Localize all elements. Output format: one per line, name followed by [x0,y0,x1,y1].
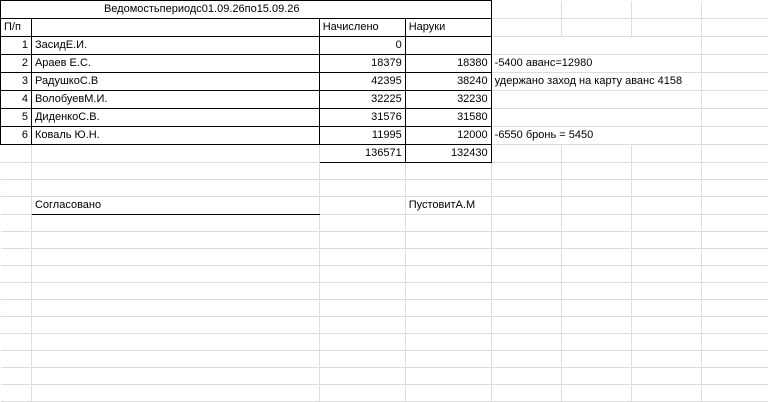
row-accrued[interactable]: 42395 [319,73,405,91]
row-cash[interactable]: 38240 [405,73,491,91]
table-row [1,55,768,73]
row-name[interactable]: ЗасидЕ.И. [31,37,319,55]
row-cash[interactable]: 18380 [405,55,491,73]
row-accrued[interactable]: 18379 [319,55,405,73]
table-row [1,73,768,91]
sheet-title[interactable] [31,1,405,19]
signature-row [1,197,768,215]
header-num[interactable]: П/п [1,19,32,37]
row-cash[interactable]: 12000 [405,127,491,145]
agreed-label[interactable]: Согласовано [31,197,319,215]
row-note[interactable] [491,109,701,127]
header-accrued[interactable]: Начислено [319,19,405,37]
row-name[interactable]: ДиденкоС.В. [31,109,319,127]
title-row [1,1,768,19]
row-name[interactable]: Коваль Ю.Н. [31,127,319,145]
row-num[interactable]: 4 [1,91,32,109]
row-num[interactable]: 3 [1,73,32,91]
table-row [1,91,768,109]
row-num[interactable]: 5 [1,109,32,127]
row-num[interactable]: 6 [1,127,32,145]
row-name[interactable]: ВолобуевМ.И. [31,91,319,109]
row-accrued[interactable]: 31576 [319,109,405,127]
row-cash[interactable] [405,37,491,55]
row-accrued[interactable]: 32225 [319,91,405,109]
totals-row [1,145,768,163]
row-note[interactable]: удержано заход на карту аванс 4158 [491,73,701,91]
header-cash[interactable]: Наруки [405,19,491,37]
total-accrued[interactable]: 136571 [319,145,405,163]
row-name[interactable]: Араев Е.С. [31,55,319,73]
row-num[interactable]: 1 [1,37,32,55]
row-accrued[interactable]: 0 [319,37,405,55]
row-cash[interactable]: 31580 [405,109,491,127]
row-num[interactable]: 2 [1,55,32,73]
row-note[interactable]: -5400 аванс=12980 [491,55,701,73]
row-note[interactable] [491,37,701,55]
row-note[interactable] [491,91,701,109]
table-row [1,109,768,127]
signer-name[interactable]: ПустовитА.М [405,197,491,215]
header-row [1,19,768,37]
row-accrued[interactable]: 11995 [319,127,405,145]
total-cash[interactable]: 132430 [405,145,491,163]
table-row [1,127,768,145]
sheet-title-text: Ведомостьпериодс01.09.26по15.09.26 [104,3,300,15]
row-cash[interactable]: 32230 [405,91,491,109]
row-name[interactable]: РадушкоС.В [31,73,319,91]
row-note[interactable]: -6550 бронь = 5450 [491,127,701,145]
table-row [1,37,768,55]
